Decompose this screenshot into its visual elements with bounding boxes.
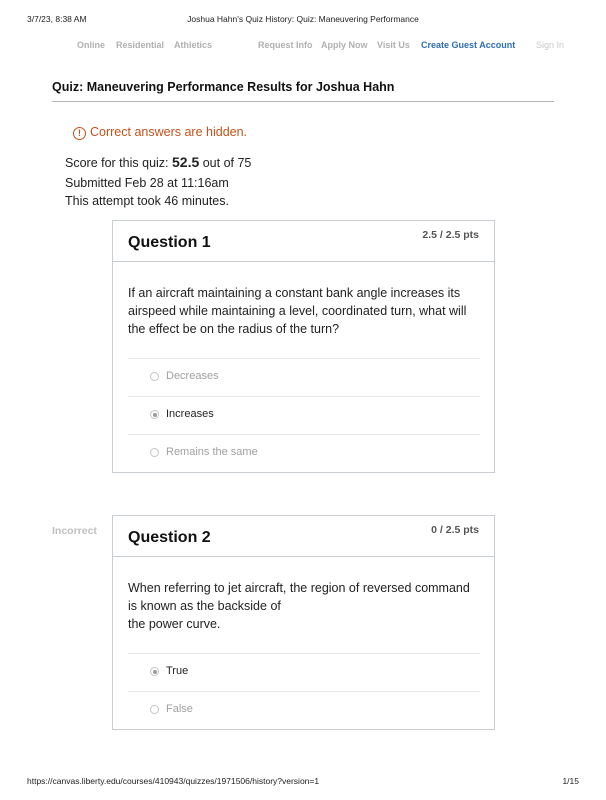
- title-divider: [52, 101, 554, 102]
- sign-in-link[interactable]: Sign In: [536, 40, 565, 50]
- incorrect-status-label: Incorrect: [52, 525, 97, 537]
- question-header: [113, 516, 494, 557]
- page-title: Quiz: Maneuvering Performance Results for Joshua Hahn: [52, 80, 395, 94]
- nav-apply-now-link[interactable]: Apply Now: [321, 40, 368, 50]
- question-text: If an aircraft maintaining a constant bank angle increases its airspeed while maintaining a level, coordinated turn, what will the effect be on the radius of the turn?: [128, 286, 467, 336]
- print-date: 3/7/23, 8:38 AM: [27, 14, 87, 24]
- answer-label: False: [166, 703, 193, 715]
- question-title: Question 1: [128, 234, 211, 251]
- question-text-line: the power curve.: [128, 617, 221, 631]
- print-url: https://canvas.liberty.edu/courses/410943/quizzes/1971506/history?version=1: [27, 776, 320, 786]
- answer-list: [128, 653, 480, 729]
- radio-button[interactable]: [150, 705, 159, 714]
- nav-athletics-link[interactable]: Athletics: [174, 40, 213, 50]
- top-navigation: [0, 40, 606, 54]
- radio-button-selected[interactable]: [150, 667, 159, 676]
- answer-option[interactable]: [128, 358, 480, 396]
- answer-label: Increases: [166, 408, 214, 420]
- question-title: Question 2: [128, 529, 211, 546]
- question-points: 2.5 / 2.5 pts: [422, 229, 479, 241]
- quiz-score: [65, 154, 251, 170]
- nav-request-info-link[interactable]: Request Info: [258, 40, 313, 50]
- question-1-card: [112, 220, 495, 473]
- answer-option-selected[interactable]: [128, 396, 480, 434]
- answer-label: True: [166, 665, 189, 677]
- radio-button[interactable]: [150, 448, 159, 457]
- answer-label: Decreases: [166, 370, 219, 382]
- radio-button[interactable]: [150, 372, 159, 381]
- score-prefix: Score for this quiz:: [65, 156, 172, 170]
- question-text-line: When referring to jet aircraft, the region of reversed command is known as the backside of: [128, 581, 470, 613]
- answer-option[interactable]: [128, 434, 480, 472]
- question-text: [113, 557, 494, 653]
- question-header: [113, 221, 494, 262]
- print-document-title: Joshua Hahn's Quiz History: Quiz: Maneuvering Performance: [187, 14, 419, 24]
- answers-hidden-notice: [73, 125, 247, 140]
- nav-online-link[interactable]: Online: [77, 40, 106, 50]
- answer-list: [128, 358, 480, 472]
- answers-hidden-text: Correct answers are hidden.: [90, 125, 248, 139]
- radio-button-selected[interactable]: [150, 410, 159, 419]
- nav-visit-us-link[interactable]: Visit Us: [377, 40, 410, 50]
- answer-label: Remains the same: [166, 446, 258, 458]
- answer-option[interactable]: [128, 691, 480, 729]
- score-value: 52.5: [172, 154, 200, 170]
- page-number: 1/15: [562, 776, 579, 786]
- attempt-duration: This attempt took 46 minutes.: [65, 194, 229, 208]
- answer-option-selected[interactable]: [128, 653, 480, 691]
- score-suffix: out of 75: [199, 156, 252, 170]
- question-2-card: [112, 515, 495, 730]
- warning-icon: !: [73, 127, 86, 140]
- question-points: 0 / 2.5 pts: [431, 524, 479, 536]
- create-guest-account-link[interactable]: Create Guest Account: [421, 40, 516, 50]
- nav-residential-link[interactable]: Residential: [116, 40, 165, 50]
- submitted-time: Submitted Feb 28 at 11:16am: [65, 176, 229, 190]
